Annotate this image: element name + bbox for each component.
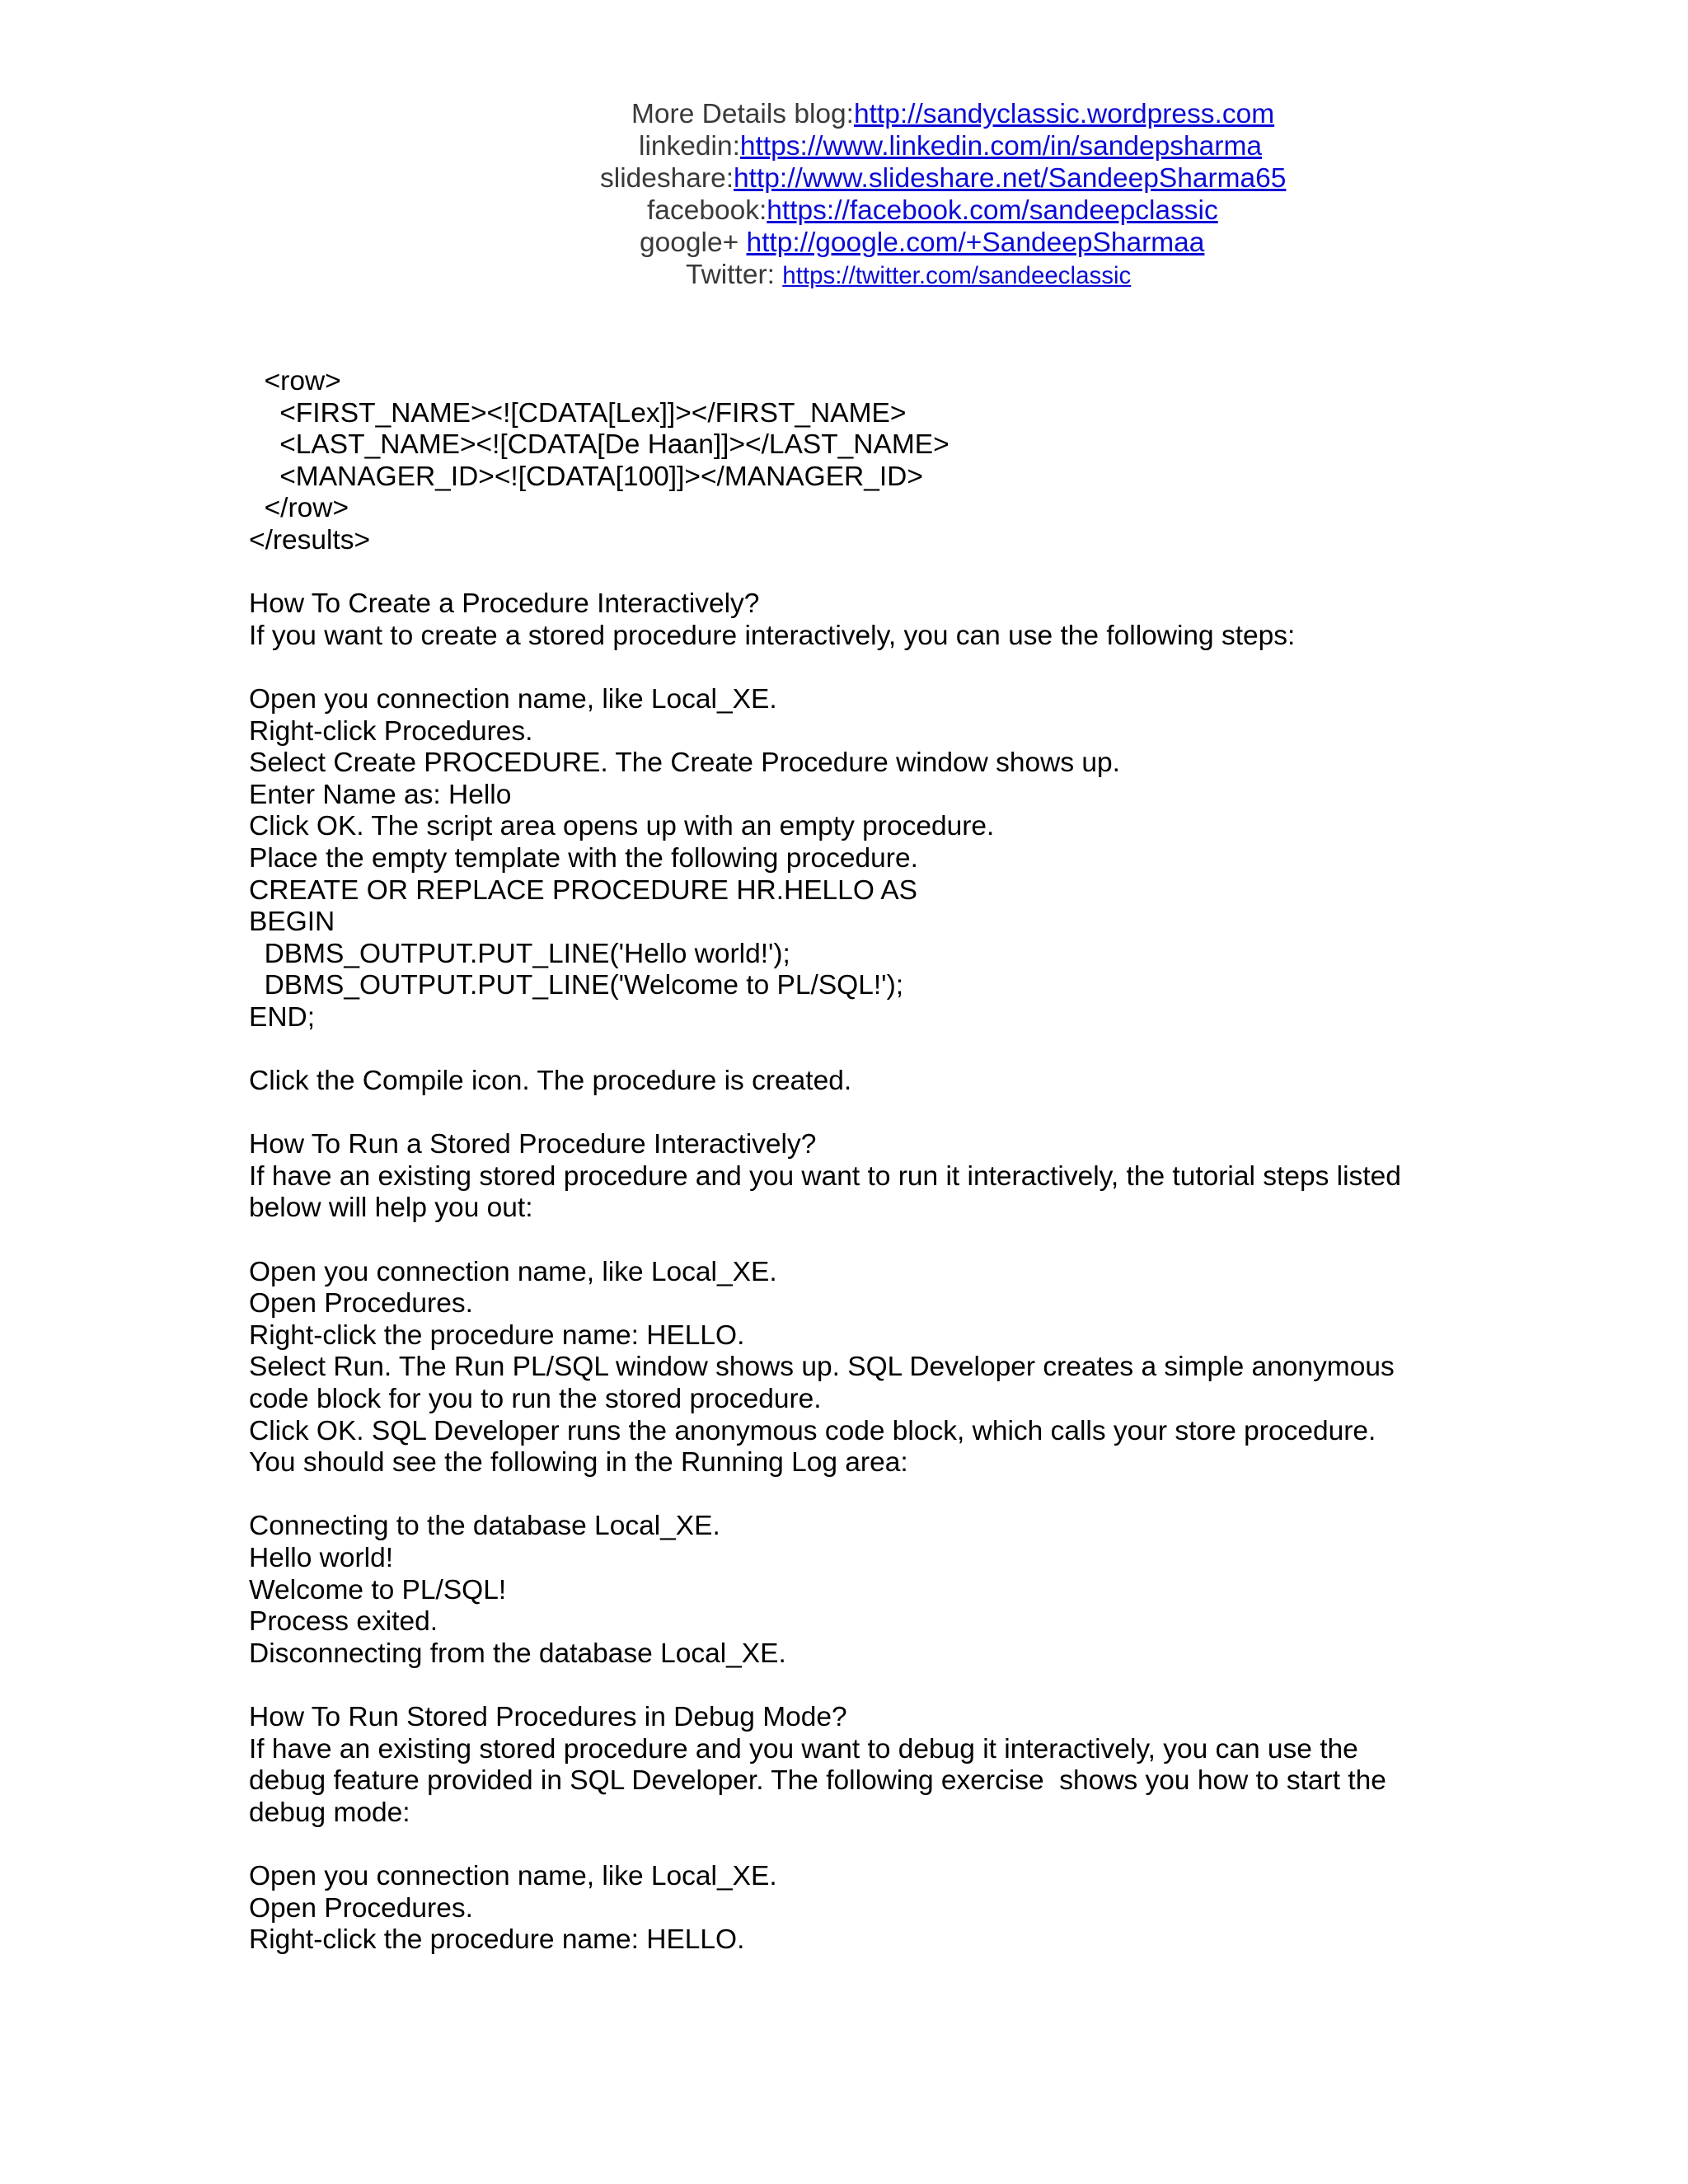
step-line: code block for you to run the stored procedure.	[249, 1384, 822, 1414]
google-link[interactable]: http://google.com/+SandeepSharmaa	[746, 227, 1205, 258]
section-intro: If have an existing stored procedure and you want to debug it interactively, you can use the	[249, 1733, 1358, 1765]
section-create-procedure	[249, 588, 1452, 1098]
spacer	[249, 652, 1452, 684]
step-line: Open you connection name, like Local_XE.	[249, 1860, 777, 1891]
google-label: google+	[640, 227, 747, 258]
code-line: DBMS_OUTPUT.PUT_LINE('Hello world!');	[249, 938, 790, 969]
log-line: Process exited.	[249, 1606, 438, 1638]
code-line: CREATE OR REPLACE PROCEDURE HR.HELLO AS	[249, 874, 918, 906]
log-line: Connecting to the database Local_XE.	[249, 1511, 720, 1542]
linkedin-link[interactable]: https://www.linkedin.com/in/sandepsharma	[739, 131, 1263, 162]
blog-link[interactable]: http://sandyclassic.wordpress.com	[853, 99, 1275, 129]
section-run-procedure	[249, 1129, 1452, 1670]
linkedin-line	[639, 130, 1262, 162]
xml-line: <row>	[249, 366, 341, 396]
spacer	[249, 1033, 1452, 1066]
step-line: Open Procedures.	[249, 1288, 473, 1319]
xml-line: </results>	[249, 524, 371, 555]
section-heading: How To Run a Stored Procedure Interactively?	[249, 1129, 817, 1160]
code-line: DBMS_OUTPUT.PUT_LINE('Welcome to PL/SQL!');	[249, 970, 904, 1001]
slideshare-line	[600, 162, 1286, 194]
section-intro: debug feature provided in SQL Developer. The following exercise shows you how to start the	[249, 1765, 1386, 1797]
log-line: Disconnecting from the database Local_XE.	[249, 1638, 786, 1669]
blog-line	[631, 98, 1274, 130]
xml-line: <MANAGER_ID><![CDATA[100]]></MANAGER_ID>	[249, 461, 923, 492]
step-line: Open you connection name, like Local_XE.	[249, 1256, 777, 1287]
step-line: Right-click the procedure name: HELLO.	[249, 1924, 745, 1956]
closing-line: Click the Compile icon. The procedure is created.	[249, 1066, 852, 1097]
xml-line: </row>	[249, 493, 349, 524]
log-line: Welcome to PL/SQL!	[249, 1574, 507, 1605]
spacer	[249, 1098, 1452, 1130]
log-line: Hello world!	[249, 1542, 394, 1573]
blog-label: More Details blog:	[631, 99, 854, 129]
spacer	[249, 1479, 1452, 1511]
facebook-line	[647, 194, 1218, 227]
step-line: Enter Name as: Hello	[249, 779, 512, 810]
section-heading: How To Run Stored Procedures in Debug Mode?	[249, 1701, 847, 1732]
code-line: BEGIN	[249, 907, 335, 938]
xml-line: <FIRST_NAME><![CDATA[Lex]]></FIRST_NAME>	[249, 397, 907, 429]
xml-line: <LAST_NAME><![CDATA[De Haan]]></LAST_NAME>	[249, 429, 950, 461]
document-body	[249, 366, 1452, 1957]
section-intro: debug mode:	[249, 1797, 410, 1828]
twitter-line	[686, 259, 1131, 292]
section-heading: How To Create a Procedure Interactively?	[249, 588, 760, 620]
spacer	[249, 1670, 1452, 1702]
twitter-label: Twitter:	[686, 260, 783, 290]
step-line: Select Run. The Run PL/SQL window shows up. SQL Developer creates a simple anonymous	[249, 1352, 1395, 1383]
xml-snippet	[249, 366, 1452, 557]
section-intro: If you want to create a stored procedure interactively, you can use the following steps:	[249, 620, 1296, 651]
step-line: Open you connection name, like Local_XE.	[249, 683, 777, 715]
step-line: Right-click the procedure name: HELLO.	[249, 1319, 745, 1351]
facebook-label: facebook:	[647, 195, 767, 226]
section-intro: below will help you out:	[249, 1193, 533, 1224]
spacer	[249, 1829, 1452, 1861]
step-line: Right-click Procedures.	[249, 715, 533, 747]
code-line: END;	[249, 1001, 316, 1033]
section-intro: If have an existing stored procedure and you want to run it interactively, the tutorial steps listed	[249, 1160, 1401, 1192]
twitter-link[interactable]: https://twitter.com/sandeeclassic	[782, 262, 1132, 289]
step-line: Open Procedures.	[249, 1892, 473, 1924]
google-line	[640, 227, 1204, 259]
step-line: Click OK. The script area opens up with an empty procedure.	[249, 811, 995, 842]
step-line: Click OK. SQL Developer runs the anonymous code block, which calls your store procedure.	[249, 1415, 1376, 1446]
slideshare-label: slideshare:	[600, 163, 734, 194]
section-debug-procedure	[249, 1702, 1452, 1957]
spacer	[249, 1225, 1452, 1257]
step-line: Place the empty template with the following procedure.	[249, 842, 918, 874]
step-line: You should see the following in the Running Log area:	[249, 1447, 908, 1479]
spacer	[249, 557, 1452, 589]
slideshare-link[interactable]: http://www.slideshare.net/SandeepSharma65	[734, 163, 1287, 194]
facebook-link[interactable]: https://facebook.com/sandeepclassic	[767, 195, 1218, 226]
step-line: Select Create PROCEDURE. The Create Procedure window shows up.	[249, 748, 1120, 779]
linkedin-label: linkedin:	[639, 131, 740, 162]
